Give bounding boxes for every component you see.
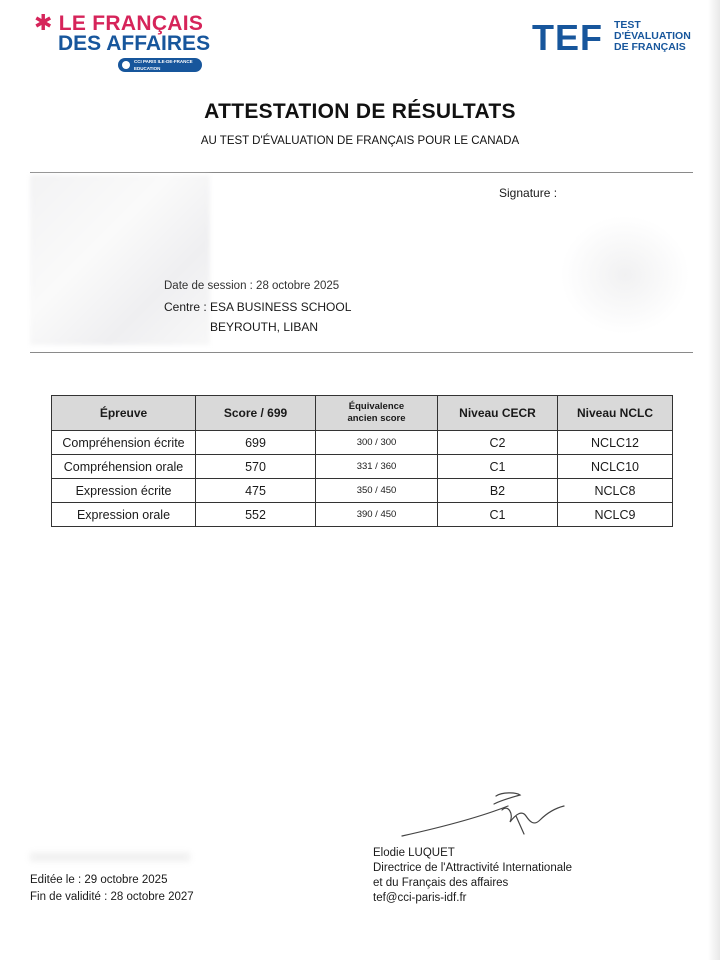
cell-epreuve: Expression écrite	[52, 479, 196, 503]
logo-line-2: DES AFFAIRES	[58, 32, 211, 55]
header-score: Score / 699	[196, 396, 316, 431]
cell-nclc: NCLC8	[558, 479, 673, 503]
divider-top	[30, 172, 693, 173]
handwritten-signature	[398, 790, 568, 842]
cell-epreuve: Compréhension écrite	[52, 431, 196, 455]
tef-logo	[532, 18, 702, 58]
signer-email: tef@cci-paris-idf.fr	[373, 892, 467, 904]
cell-nclc: NCLC12	[558, 431, 673, 455]
results-table	[51, 395, 673, 527]
cell-cecr: C2	[438, 431, 558, 455]
cell-cecr: C1	[438, 455, 558, 479]
table-row	[52, 455, 673, 479]
logo-line-1-text: LE FRANÇAIS	[58, 12, 204, 35]
faded-mark	[30, 852, 190, 862]
tef-tagline-line: TEST	[614, 19, 641, 31]
signer-name: Elodie LUQUET	[373, 847, 455, 859]
test-centre-location: BEYROUTH, LIBAN	[210, 320, 319, 334]
table-row	[52, 479, 673, 503]
tef-logo-wordmark: TEF	[532, 17, 603, 58]
cell-epreuve: Compréhension orale	[52, 455, 196, 479]
test-centre: Centre : ESA BUSINESS SCHOOL	[164, 300, 352, 314]
cell-equivalence: 390 / 450	[316, 503, 438, 527]
header-epreuve: Épreuve	[52, 396, 196, 431]
header-nclc: Niveau NCLC	[558, 396, 673, 431]
cell-cecr: B2	[438, 479, 558, 503]
document-subtitle: AU TEST D'ÉVALUATION DE FRANÇAIS POUR LE CANADA	[200, 135, 520, 147]
validity-date: Fin de validité : 28 octobre 2027	[30, 891, 194, 903]
document-title: ATTESTATION DE RÉSULTATS	[204, 100, 516, 123]
tef-tagline-line: DE FRANÇAIS	[614, 41, 686, 53]
tef-tagline-line: D'ÉVALUATION	[614, 30, 691, 42]
redacted-signature-area	[560, 215, 690, 335]
tef-logo-tagline	[614, 20, 691, 53]
signature-label: Signature :	[499, 186, 558, 200]
cell-score: 475	[196, 479, 316, 503]
star-icon: ✱	[34, 10, 53, 35]
cell-equivalence: 350 / 450	[316, 479, 438, 503]
cell-score: 570	[196, 455, 316, 479]
signer-title-continued: et du Français des affaires	[373, 877, 509, 889]
session-date: Date de session : 28 octobre 2025	[164, 280, 340, 292]
results-header-row	[52, 396, 673, 431]
header-equivalence	[316, 396, 438, 431]
cell-epreuve: Expression orale	[52, 503, 196, 527]
header-equivalence-line2: ancien score	[347, 413, 406, 424]
divider-bottom	[30, 352, 693, 353]
cell-nclc: NCLC10	[558, 455, 673, 479]
cci-badge	[118, 58, 202, 72]
table-row	[52, 503, 673, 527]
cell-score: 552	[196, 503, 316, 527]
signer-block	[373, 846, 572, 906]
cell-equivalence: 331 / 360	[316, 455, 438, 479]
cci-badge-text: CCI PARIS ILE-DE-FRANCE EDUCATION	[134, 59, 193, 71]
redacted-photo-area	[30, 175, 210, 345]
cell-nclc: NCLC9	[558, 503, 673, 527]
cell-cecr: C1	[438, 503, 558, 527]
table-row	[52, 431, 673, 455]
signature-stroke	[402, 793, 564, 836]
cell-score: 699	[196, 431, 316, 455]
header-cecr: Niveau CECR	[438, 396, 558, 431]
cell-equivalence: 300 / 300	[316, 431, 438, 455]
issue-date: Editée le : 29 octobre 2025	[30, 874, 168, 886]
cci-logo-icon	[122, 61, 130, 69]
signer-title: Directrice de l'Attractivité Internationale	[373, 862, 573, 874]
header-equivalence-line1: Équivalence	[348, 401, 405, 412]
